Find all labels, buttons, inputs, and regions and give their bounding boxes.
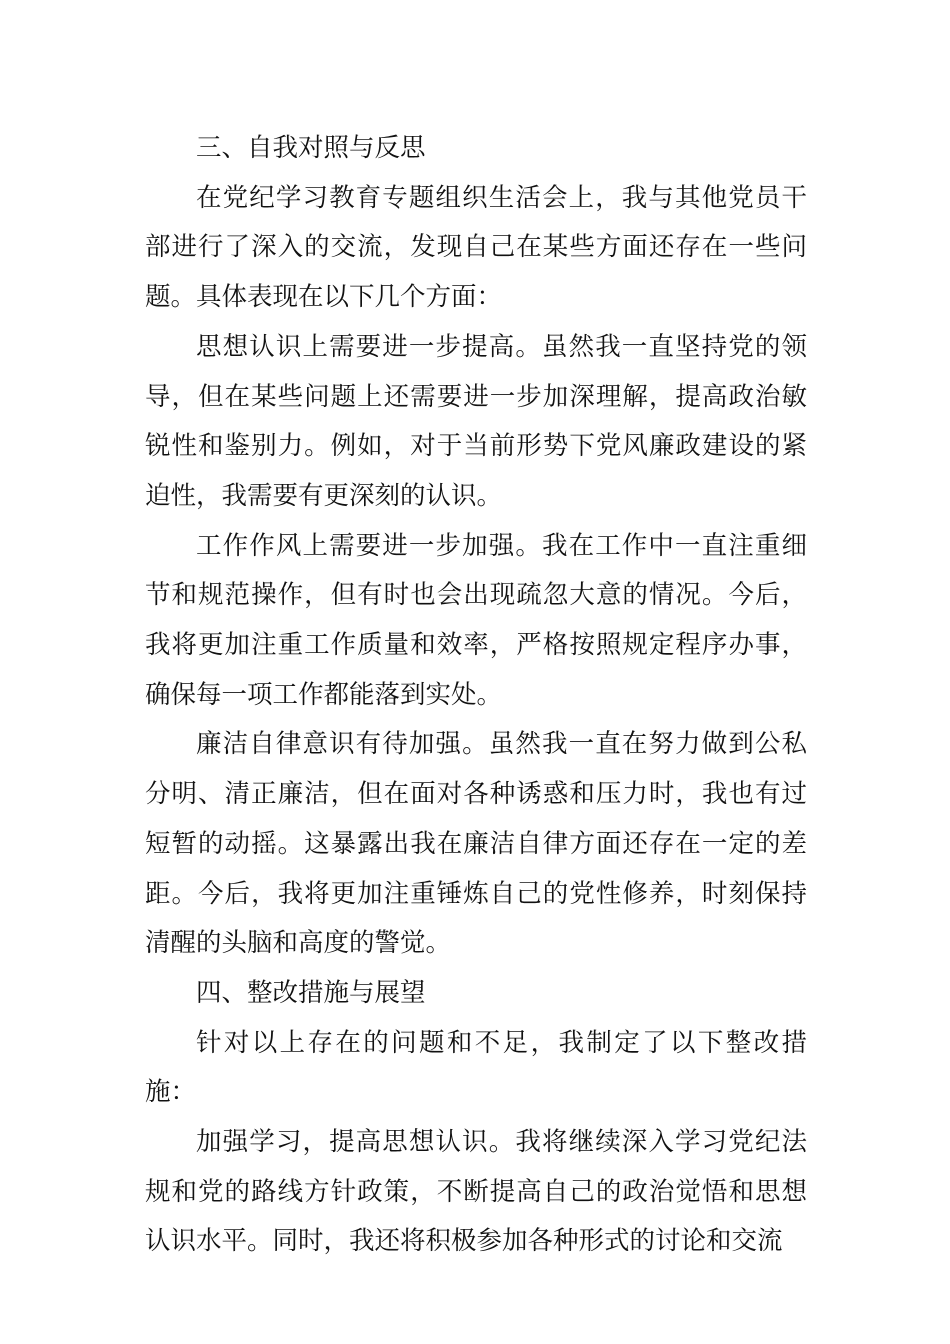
document-body — [145, 124, 807, 1267]
paragraph-measures-intro: 针对以上存在的问题和不足，我制定了以下整改措施： — [145, 1027, 807, 1108]
paragraph-work-style: 工作作风上需要进一步加强。我在工作中一直注重细节和规范操作，但有时也会出现疏忽大意的情况。今后，我将更加注重工作质量和效率，严格按照规定程序办事，确保每一项工作都能落到实处。 — [145, 530, 807, 710]
paragraph-thought: 思想认识上需要进一步提高。虽然我一直坚持党的领导，但在某些问题上还需要进一步加深理解，提高政治敏锐性和鉴别力。例如，对于当前形势下党风廉政建设的紧迫性，我需要有更深刻的认识。 — [145, 331, 807, 511]
section-heading-4: 四、整改措施与展望 — [196, 977, 426, 1008]
paragraph-integrity: 廉洁自律意识有待加强。虽然我一直在努力做到公私分明、清正廉洁，但在面对各种诱惑和压力时，我也有过短暂的动摇。这暴露出我在廉洁自律方面还存在一定的差距。今后，我将更加注重锤炼自己的党性修养，时刻保持清醒的头脑和高度的警觉。 — [145, 729, 807, 959]
paragraph-study: 加强学习，提高思想认识。我将继续深入学习党纪法规和党的路线方针政策，不断提高自己的政治觉悟和思想认识水平。同时，我还将积极参加各种形式的讨论和交流 — [145, 1127, 807, 1257]
section-heading-3: 三、自我对照与反思 — [196, 133, 426, 163]
paragraph-intro: 在党纪学习教育专题组织生活会上，我与其他党员干部进行了深入的交流，发现自己在某些方面还存在一些问题。具体表现在以下几个方面： — [145, 182, 807, 313]
